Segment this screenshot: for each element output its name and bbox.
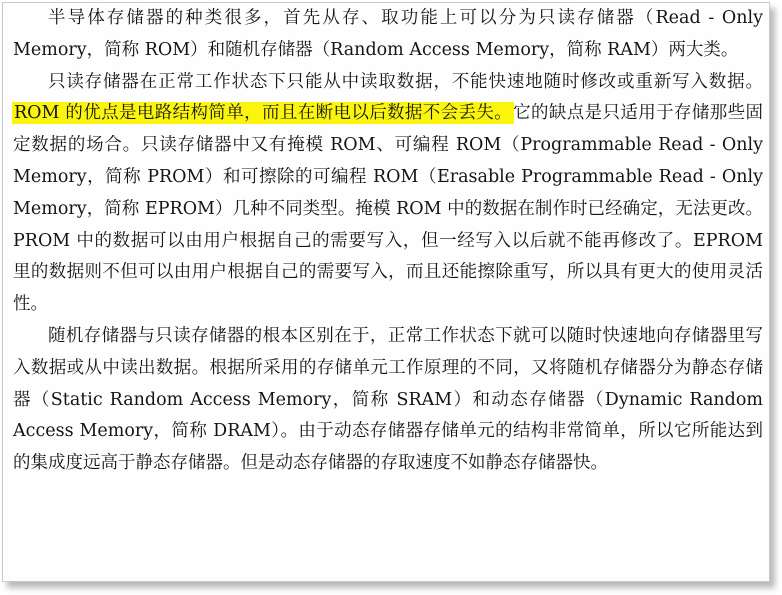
document-body <box>13 3 763 480</box>
paragraph-memory-types: 半导体存储器的种类很多，首先从存、取功能上可以分为只读存储器（Read - Only Memory，简称 ROM）和随机存储器（Random Access Memory，简称 RAM）两大类。 <box>13 8 763 60</box>
paragraph-ram: 随机存储器与只读存储器的根本区别在于，正常工作状态下就可以随时快速地向存储器里写入数据或从中读出数据。根据所采用的存储单元工作原理的不同，又将随机存储器分为静态存储器（Static Random Access Memory，简称 SRAM）和动态存储器（Dynamic Random Access Memory，简称 DRAM）。由于动态存储器存储单元的结构非常简单，所以它所能达到的集成度远高于静态存储器。但是动态存储器的存取速度不如静态存储器快。 <box>13 325 763 474</box>
highlighted-sentence[interactable]: ROM 的优点是电路结构简单，而且在断电以后数据不会丢失。 <box>14 103 513 124</box>
paragraph-rom <box>13 67 763 321</box>
rom-intro-text: 只读存储器在正常工作状态下只能从中读取数据，不能快速地随时修改或重新写入数据。 <box>48 71 763 92</box>
rom-details-text: 它的缺点是只适用于存储那些固定数据的场合。只读存储器中又有掩模 ROM、可编程 ROM（Programmable Read - Only Memory，简称 PROM）和可擦除的可编程 ROM（Erasable Programmable Read - Only Memory，简称 EPROM）几种不同类型。掩模 ROM 中的数据在制作时已经确定，无法更改。PROM 中的数据可以由用户根据自己的需要写入，但一经写入以后就不能再修改了。EPROM 里的数据则不但可以由用户根据自己的需要写入，而且还能擦除重写，所以具有更大的使用灵活性。 <box>13 103 763 315</box>
document-page <box>2 2 770 582</box>
